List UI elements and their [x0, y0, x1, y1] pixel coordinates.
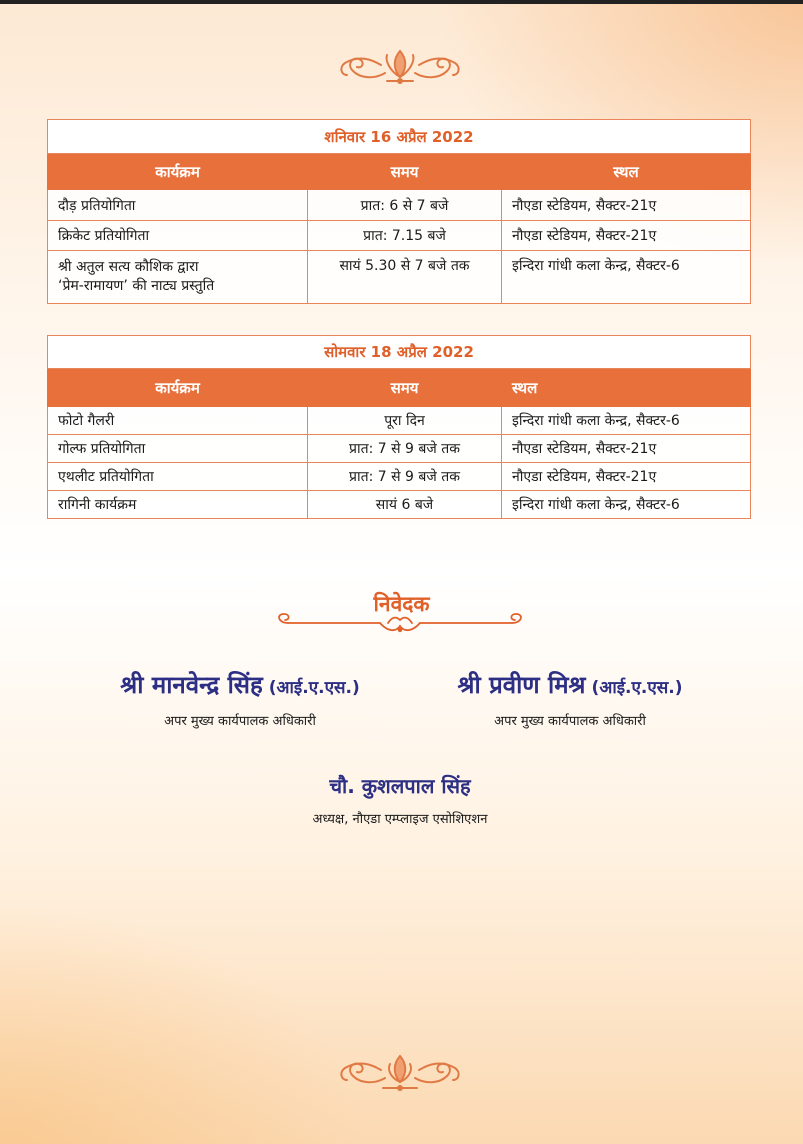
signatory-designation: अपर मुख्य कार्यपालक अधिकारी [494, 714, 646, 729]
time-cell: प्रात: 7.15 बजे [308, 221, 502, 251]
signatory-3 [200, 772, 600, 827]
program-cell: गोल्फ प्रतियोगिता [48, 435, 308, 463]
table-row [48, 251, 751, 304]
venue-cell: नौएडा स्टेडियम, सैक्टर-21ए [502, 190, 751, 221]
table-row [48, 435, 751, 463]
schedule-table-monday [47, 335, 751, 519]
scroll-divider-icon [270, 610, 530, 636]
signatory-name: श्री मानवेन्द्र सिंह [120, 671, 263, 699]
program-cell: क्रिकेट प्रतियोगिता [48, 221, 308, 251]
signatory-suffix: (आई.ए.एस.) [591, 678, 683, 698]
top-floral-ornament-icon [335, 45, 465, 87]
program-cell: एथलीट प्रतियोगिता [48, 463, 308, 491]
time-cell: सायं 5.30 से 7 बजे तक [308, 251, 502, 304]
time-cell: प्रात: 6 से 7 बजे [308, 190, 502, 221]
venue-cell: इन्दिरा गांधी कला केन्द्र, सैक्टर-6 [502, 251, 751, 304]
venue-cell: नौएडा स्टेडियम, सैक्टर-21ए [502, 463, 751, 491]
table-row [48, 491, 751, 519]
signatory-suffix: (आई.ए.एस.) [268, 678, 360, 698]
venue-cell: इन्दिरा गांधी कला केन्द्र, सैक्टर-6 [502, 407, 751, 435]
time-cell: प्रात: 7 से 9 बजे तक [308, 435, 502, 463]
nivedak-heading: निवेदक [373, 592, 430, 616]
table-row [48, 407, 751, 435]
program-cell: रागिनी कार्यक्रम [48, 491, 308, 519]
table-date-heading: शनिवार 16 अप्रैल 2022 [48, 120, 751, 154]
schedule-table-saturday [47, 119, 751, 304]
signatory-1 [80, 668, 400, 729]
program-cell: दौड़ प्रतियोगिता [48, 190, 308, 221]
column-header-program: कार्यक्रम [48, 369, 308, 407]
column-header-program: कार्यक्रम [48, 154, 308, 190]
signatory-name: श्री प्रवीण मिश्र [457, 671, 586, 699]
time-cell: पूरा दिन [308, 407, 502, 435]
table-date-heading: सोमवार 18 अप्रैल 2022 [48, 336, 751, 369]
program-cell: फोटो गैलरी [48, 407, 308, 435]
table-row [48, 463, 751, 491]
table-row [48, 221, 751, 251]
time-cell: प्रात: 7 से 9 बजे तक [308, 463, 502, 491]
signatory-designation: अध्यक्ष, नौएडा एम्प्लाइज एसोशिएशन [312, 812, 488, 827]
column-header-venue: स्थल [502, 154, 751, 190]
top-edge-bar [0, 0, 803, 4]
venue-cell: नौएडा स्टेडियम, सैक्टर-21ए [502, 435, 751, 463]
time-cell: सायं 6 बजे [308, 491, 502, 519]
signatory-2 [420, 668, 720, 729]
table-row [48, 190, 751, 221]
column-header-time: समय [308, 369, 502, 407]
bottom-floral-ornament-icon [335, 1052, 465, 1094]
venue-cell: नौएडा स्टेडियम, सैक्टर-21ए [502, 221, 751, 251]
signatory-designation: अपर मुख्य कार्यपालक अधिकारी [164, 714, 316, 729]
column-header-venue: स्थल [502, 369, 751, 407]
program-cell: श्री अतुल सत्य कौशिक द्वारा ‘प्रेम-रामायण’ की नाट्य प्रस्तुति [48, 251, 308, 304]
venue-cell: इन्दिरा गांधी कला केन्द्र, सैक्टर-6 [502, 491, 751, 519]
signatory-name: चौ. कुशलपाल सिंह [329, 774, 471, 798]
column-header-time: समय [308, 154, 502, 190]
